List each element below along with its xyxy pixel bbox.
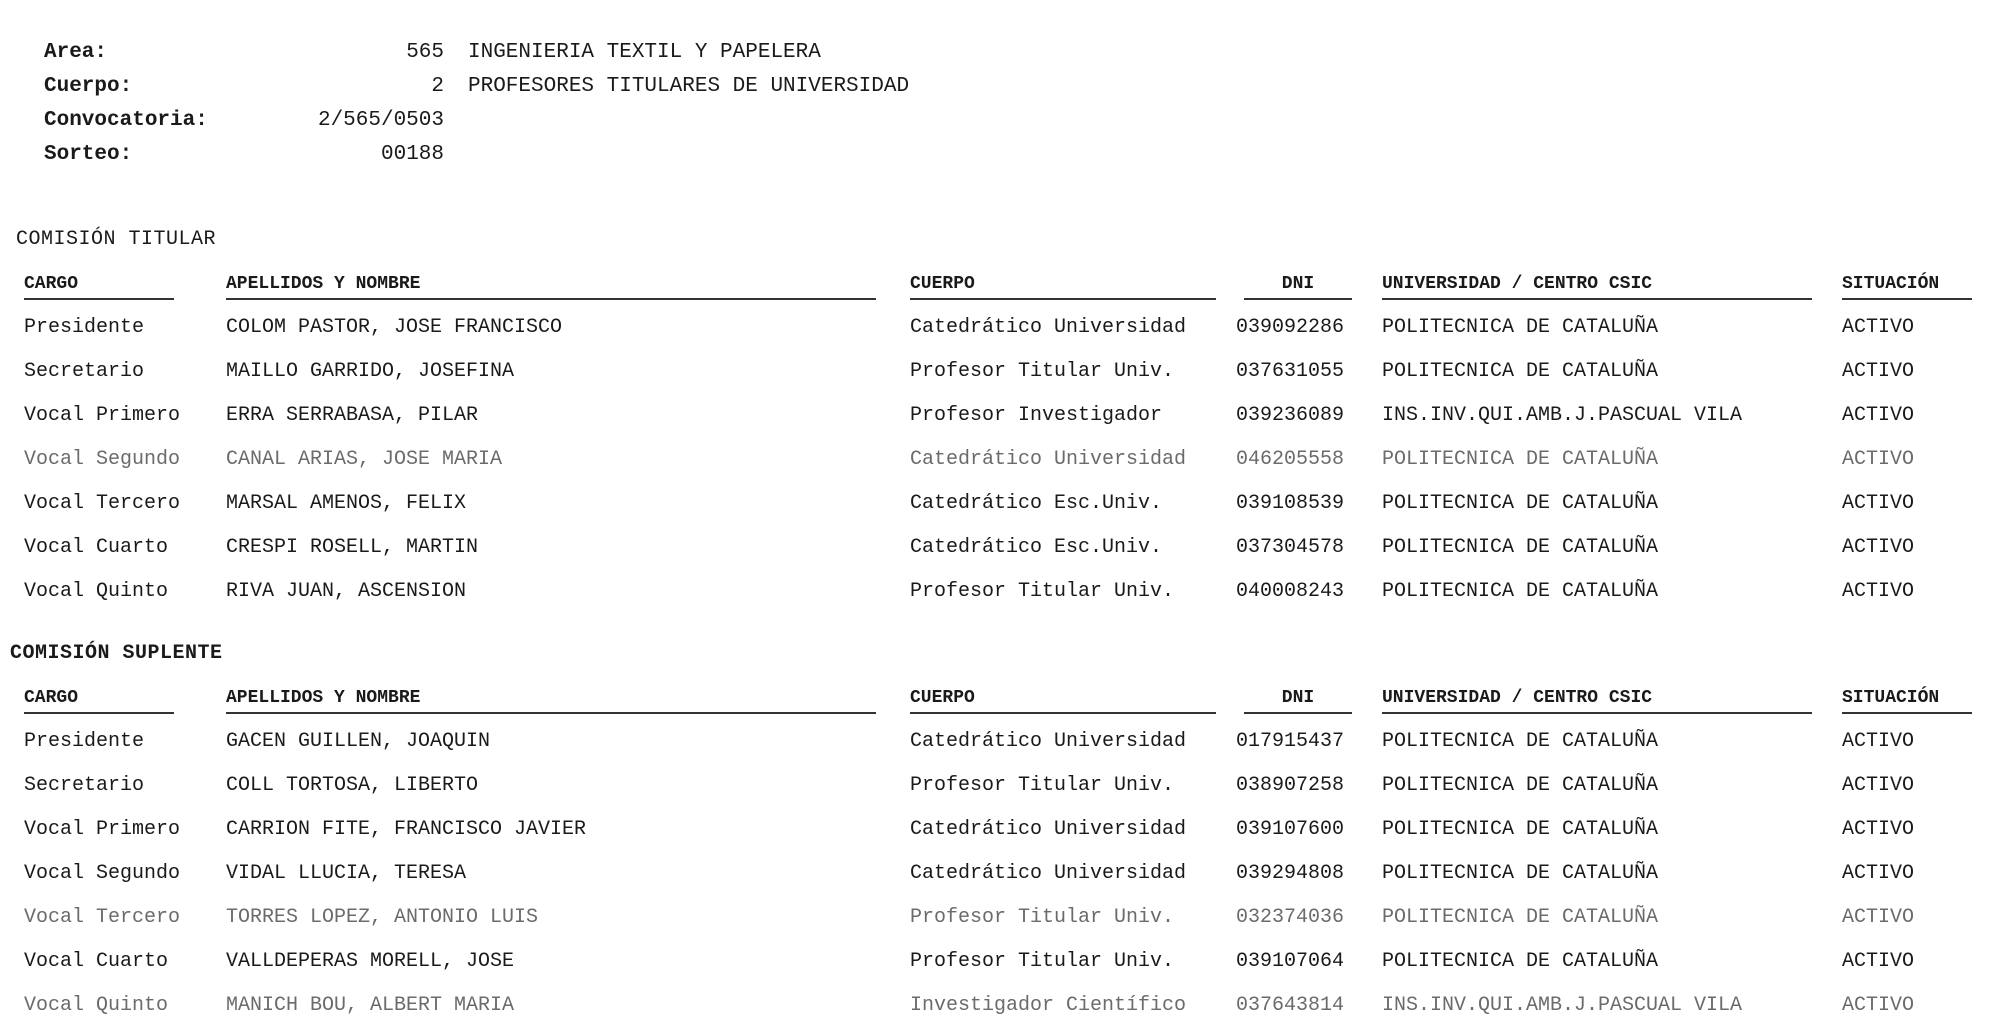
cell-cuerpo: Catedrático Universidad xyxy=(910,818,1187,841)
cell-situacion: ACTIVO xyxy=(1842,536,1915,559)
cell-nombre: MANICH BOU, ALBERT MARIA xyxy=(226,994,515,1017)
cell-nombre: ERRA SERRABASA, PILAR xyxy=(226,404,479,427)
table-row xyxy=(0,484,2000,528)
cell-universidad: POLITECNICA DE CATALUÑA xyxy=(1382,950,1659,973)
table-row xyxy=(0,766,2000,810)
column-header-cuerpo: CUERPO xyxy=(910,688,1216,714)
column-header-universidad: UNIVERSIDAD / CENTRO CSIC xyxy=(1382,274,1812,300)
cell-universidad: POLITECNICA DE CATALUÑA xyxy=(1382,818,1659,841)
cell-situacion: ACTIVO xyxy=(1842,862,1915,885)
cell-universidad: POLITECNICA DE CATALUÑA xyxy=(1382,536,1659,559)
table-titular xyxy=(0,268,2000,616)
cell-dni: 039108539 xyxy=(1236,492,1345,515)
cell-dni: 038907258 xyxy=(1236,774,1345,797)
cell-cuerpo: Profesor Investigador xyxy=(910,404,1163,427)
cell-cuerpo: Catedrático Esc.Univ. xyxy=(910,536,1163,559)
cell-situacion: ACTIVO xyxy=(1842,774,1915,797)
info-label: Sorteo: xyxy=(44,143,133,166)
table-suplente xyxy=(0,682,2000,1030)
table-row xyxy=(0,810,2000,854)
cell-universidad: POLITECNICA DE CATALUÑA xyxy=(1382,906,1659,929)
cell-nombre: CANAL ARIAS, JOSE MARIA xyxy=(226,448,503,471)
cell-nombre: GACEN GUILLEN, JOAQUIN xyxy=(226,730,491,753)
info-number: 00188 xyxy=(380,143,444,166)
info-number: 2 xyxy=(431,75,444,98)
cell-situacion: ACTIVO xyxy=(1842,994,1915,1017)
cell-nombre: CRESPI ROSELL, MARTIN xyxy=(226,536,479,559)
cell-situacion: ACTIVO xyxy=(1842,316,1915,339)
column-header-nombre: APELLIDOS Y NOMBRE xyxy=(226,688,876,714)
cell-dni: 046205558 xyxy=(1236,448,1345,471)
column-header-cuerpo: CUERPO xyxy=(910,274,1216,300)
table-row xyxy=(0,942,2000,986)
info-label: Area: xyxy=(44,41,108,64)
table-row xyxy=(0,986,2000,1030)
cell-nombre: COLOM PASTOR, JOSE FRANCISCO xyxy=(226,316,563,339)
cell-cuerpo: Investigador Científico xyxy=(910,994,1187,1017)
table-header xyxy=(0,682,2000,722)
cell-cuerpo: Catedrático Universidad xyxy=(910,730,1187,753)
cell-situacion: ACTIVO xyxy=(1842,580,1915,603)
info-description: INGENIERIA TEXTIL Y PAPELERA xyxy=(468,41,821,64)
cell-dni: 039107600 xyxy=(1236,818,1345,841)
cell-nombre: VIDAL LLUCIA, TERESA xyxy=(226,862,467,885)
cell-situacion: ACTIVO xyxy=(1842,950,1915,973)
column-header-nombre: APELLIDOS Y NOMBRE xyxy=(226,274,876,300)
cell-cargo: Secretario xyxy=(24,360,145,383)
cell-dni: 039236089 xyxy=(1236,404,1345,427)
table-row xyxy=(0,352,2000,396)
column-header-universidad: UNIVERSIDAD / CENTRO CSIC xyxy=(1382,688,1812,714)
cell-cargo: Vocal Tercero xyxy=(24,906,181,929)
cell-universidad: POLITECNICA DE CATALUÑA xyxy=(1382,360,1659,383)
cell-cuerpo: Profesor Titular Univ. xyxy=(910,774,1175,797)
cell-dni: 039107064 xyxy=(1236,950,1345,973)
cell-cuerpo: Catedrático Esc.Univ. xyxy=(910,492,1163,515)
cell-dni: 037643814 xyxy=(1236,994,1345,1017)
cell-nombre: TORRES LOPEZ, ANTONIO LUIS xyxy=(226,906,539,929)
cell-nombre: COLL TORTOSA, LIBERTO xyxy=(226,774,479,797)
cell-cargo: Vocal Primero xyxy=(24,404,181,427)
table-row xyxy=(0,528,2000,572)
cell-cargo: Presidente xyxy=(24,316,145,339)
section-title-titular: COMISIÓN TITULAR xyxy=(16,228,217,251)
column-header-dni: DNI xyxy=(1244,274,1352,300)
table-body xyxy=(0,722,2000,1030)
cell-nombre: MARSAL AMENOS, FELIX xyxy=(226,492,467,515)
cell-cargo: Vocal Tercero xyxy=(24,492,181,515)
table-row xyxy=(0,854,2000,898)
table-row xyxy=(0,898,2000,942)
table-row xyxy=(0,308,2000,352)
cell-cargo: Vocal Quinto xyxy=(24,580,169,603)
cell-universidad: POLITECNICA DE CATALUÑA xyxy=(1382,730,1659,753)
info-number: 565 xyxy=(406,41,444,64)
cell-cargo: Vocal Segundo xyxy=(24,862,181,885)
cell-cargo: Vocal Segundo xyxy=(24,448,181,471)
cell-cargo: Presidente xyxy=(24,730,145,753)
cell-universidad: POLITECNICA DE CATALUÑA xyxy=(1382,862,1659,885)
cell-universidad: POLITECNICA DE CATALUÑA xyxy=(1382,774,1659,797)
cell-dni: 039294808 xyxy=(1236,862,1345,885)
cell-cargo: Vocal Cuarto xyxy=(24,536,169,559)
cell-situacion: ACTIVO xyxy=(1842,906,1915,929)
cell-situacion: ACTIVO xyxy=(1842,730,1915,753)
cell-cuerpo: Profesor Titular Univ. xyxy=(910,580,1175,603)
cell-dni: 037631055 xyxy=(1236,360,1345,383)
cell-cargo: Secretario xyxy=(24,774,145,797)
cell-nombre: RIVA JUAN, ASCENSION xyxy=(226,580,467,603)
cell-universidad: INS.INV.QUI.AMB.J.PASCUAL VILA xyxy=(1382,994,1743,1017)
column-header-dni: DNI xyxy=(1244,688,1352,714)
info-label: Cuerpo: xyxy=(44,75,133,98)
column-header-situacion: SITUACIÓN xyxy=(1842,274,1972,300)
cell-nombre: CARRION FITE, FRANCISCO JAVIER xyxy=(226,818,587,841)
cell-situacion: ACTIVO xyxy=(1842,818,1915,841)
cell-cuerpo: Catedrático Universidad xyxy=(910,862,1187,885)
column-header-cargo: CARGO xyxy=(24,274,174,300)
cell-cargo: Vocal Quinto xyxy=(24,994,169,1017)
cell-dni: 039092286 xyxy=(1236,316,1345,339)
table-body xyxy=(0,308,2000,616)
cell-cargo: Vocal Primero xyxy=(24,818,181,841)
cell-dni: 040008243 xyxy=(1236,580,1345,603)
section-title-suplente: COMISIÓN SUPLENTE xyxy=(10,642,223,665)
cell-universidad: POLITECNICA DE CATALUÑA xyxy=(1382,492,1659,515)
cell-situacion: ACTIVO xyxy=(1842,492,1915,515)
cell-dni: 017915437 xyxy=(1236,730,1345,753)
cell-nombre: VALLDEPERAS MORELL, JOSE xyxy=(226,950,515,973)
table-row xyxy=(0,572,2000,616)
column-header-cargo: CARGO xyxy=(24,688,174,714)
cell-dni: 032374036 xyxy=(1236,906,1345,929)
cell-situacion: ACTIVO xyxy=(1842,360,1915,383)
cell-cuerpo: Catedrático Universidad xyxy=(910,316,1187,339)
column-header-situacion: SITUACIÓN xyxy=(1842,688,1972,714)
table-row xyxy=(0,722,2000,766)
cell-cuerpo: Profesor Titular Univ. xyxy=(910,360,1175,383)
cell-cargo: Vocal Cuarto xyxy=(24,950,169,973)
cell-cuerpo: Profesor Titular Univ. xyxy=(910,906,1175,929)
cell-cuerpo: Catedrático Universidad xyxy=(910,448,1187,471)
cell-universidad: POLITECNICA DE CATALUÑA xyxy=(1382,580,1659,603)
table-row xyxy=(0,440,2000,484)
info-label: Convocatoria: xyxy=(44,109,208,132)
info-number: 2/565/0503 xyxy=(317,109,444,132)
info-description: PROFESORES TITULARES DE UNIVERSIDAD xyxy=(468,75,910,98)
cell-universidad: INS.INV.QUI.AMB.J.PASCUAL VILA xyxy=(1382,404,1743,427)
table-row xyxy=(0,396,2000,440)
cell-cuerpo: Profesor Titular Univ. xyxy=(910,950,1175,973)
cell-nombre: MAILLO GARRIDO, JOSEFINA xyxy=(226,360,515,383)
cell-dni: 037304578 xyxy=(1236,536,1345,559)
cell-situacion: ACTIVO xyxy=(1842,404,1915,427)
cell-universidad: POLITECNICA DE CATALUÑA xyxy=(1382,448,1659,471)
table-header xyxy=(0,268,2000,308)
cell-universidad: POLITECNICA DE CATALUÑA xyxy=(1382,316,1659,339)
cell-situacion: ACTIVO xyxy=(1842,448,1915,471)
